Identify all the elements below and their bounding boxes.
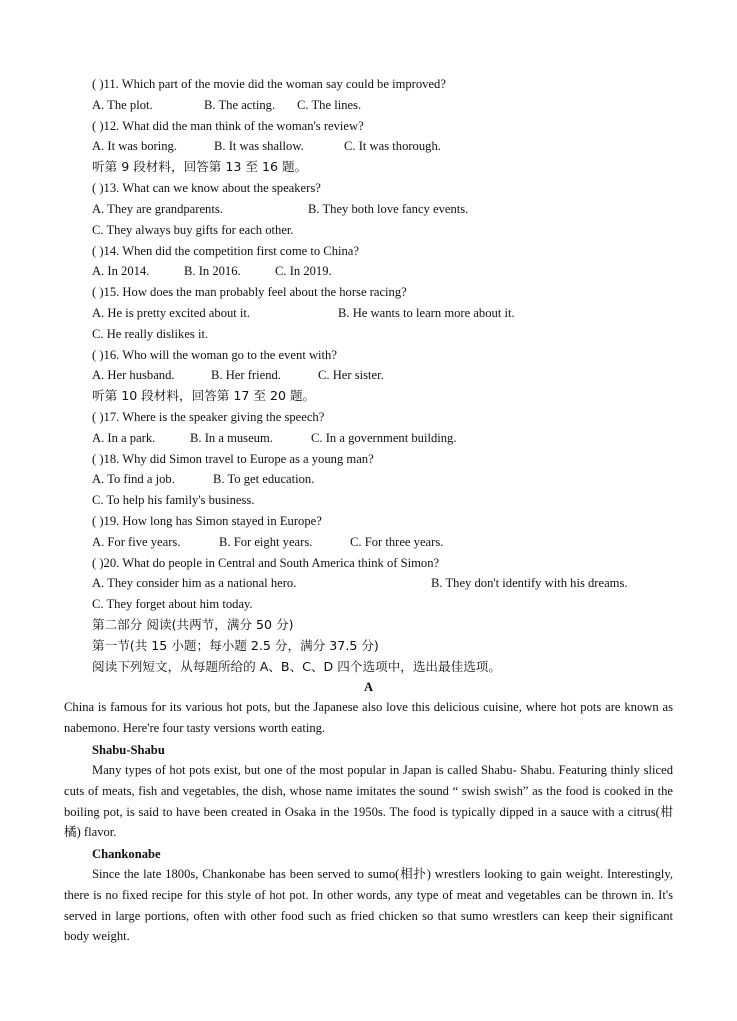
section-9-heading: 听第 9 段材料，回答第 13 至 16 题。 (92, 159, 308, 174)
section-1-heading: 第一节(共 15 小题；每小题 2.5 分，满分 37.5 分) (92, 638, 379, 653)
option-b: B. In a museum. (190, 431, 273, 445)
question-19-options (92, 534, 652, 550)
option-b: B. They both love fancy events. (308, 202, 469, 216)
option-b: B. He wants to learn more about it. (338, 306, 515, 320)
question-20-option-c: C. They forget about him today. (92, 597, 253, 611)
question-15-options (92, 305, 652, 321)
section-10-heading: 听第 10 段材料，回答第 17 至 20 题。 (92, 388, 316, 403)
option-c: C. For three years. (350, 535, 444, 549)
option-a: A. He is pretty excited about it. (92, 306, 251, 320)
question-12-options (92, 138, 652, 154)
option-c: C. The lines. (297, 98, 362, 112)
question-20-options (92, 575, 672, 591)
option-b: B. Her friend. (211, 368, 281, 382)
option-a: A. They are grandparents. (92, 202, 223, 216)
passage-intro-text: China is famous for its various hot pots, but the Japanese also love this delicious cuisine, where hot pots are known as nabemono. Here're four tasty versions worth eating. (64, 700, 673, 735)
option-a: A. They consider him as a national hero. (92, 576, 297, 590)
question-16-stem: ( )16. Who will the woman go to the event with? (92, 348, 337, 362)
heading-shabu-shabu: Shabu-Shabu (92, 743, 165, 757)
question-18-option-c: C. To help his family's business. (92, 493, 255, 507)
question-13-stem: ( )13. What can we know about the speakers? (92, 181, 321, 195)
passage-intro (64, 697, 673, 739)
option-a: A. To find a job. (92, 472, 175, 486)
paragraph-chankonabe-text: Since the late 1800s, Chankonabe has been served to sumo(相扑) wrestlers looking to gain weight. Interestingly, there is no fixed recipe for this style of hot pot. In other words, any type of meat and vegetables can be thrown in. It's served in large portions, often with other food such as fried chicken so that sumo wrestlers can keep their significant body weight. (64, 867, 673, 944)
option-a: A. In a park. (92, 431, 156, 445)
question-13-options (92, 201, 652, 217)
option-a: A. For five years. (92, 535, 181, 549)
option-b: B. In 2016. (184, 264, 241, 278)
option-a: A. Her husband. (92, 368, 175, 382)
option-a: A. It was boring. (92, 139, 177, 153)
question-16-options (92, 367, 652, 383)
option-c: C. In a government building. (311, 431, 457, 445)
paragraph-shabu-shabu-text: Many types of hot pots exist, but one of the most popular in Japan is called Shabu- Shabu. Featuring thinly sliced cuts of meats, fish and vegetables, the dish, whose name imitates the sound “ swish swish” as the food is cooked in the boiling pot, is said to have been created in Osaka in the 1950s. The food is typically dipped in a sauce with a citrus(柑橘) flavor. (64, 763, 673, 840)
question-14-options (92, 263, 652, 279)
question-13-option-c: C. They always buy gifts for each other. (92, 223, 294, 237)
part-2-heading: 第二部分 阅读(共两节，满分 50 分) (92, 617, 294, 632)
option-c: C. It was thorough. (344, 139, 441, 153)
option-b: B. They don't identify with his dreams. (431, 576, 628, 590)
reading-instruction: 阅读下列短文，从每题所给的 A、B、C、D 四个选项中，选出最佳选项。 (92, 659, 501, 674)
option-a: A. The plot. (92, 98, 153, 112)
passage-letter: A (363, 680, 374, 694)
question-18-options (92, 471, 652, 487)
option-c: C. Her sister. (318, 368, 384, 382)
paragraph-shabu-shabu (64, 760, 673, 843)
option-a: A. In 2014. (92, 264, 150, 278)
question-19-stem: ( )19. How long has Simon stayed in Europe? (92, 514, 322, 528)
question-18-stem: ( )18. Why did Simon travel to Europe as a young man? (92, 452, 374, 466)
question-17-stem: ( )17. Where is the speaker giving the speech? (92, 410, 325, 424)
question-20-stem: ( )20. What do people in Central and South America think of Simon? (92, 556, 440, 570)
question-12-stem: ( )12. What did the man think of the woman's review? (92, 119, 364, 133)
option-b: B. For eight years. (219, 535, 313, 549)
option-b: B. It was shallow. (214, 139, 304, 153)
question-17-options (92, 430, 652, 446)
question-11-options (92, 97, 652, 113)
question-15-option-c: C. He really dislikes it. (92, 327, 209, 341)
heading-chankonabe: Chankonabe (92, 847, 161, 861)
question-14-stem: ( )14. When did the competition first come to China? (92, 244, 359, 258)
option-c: C. In 2019. (275, 264, 332, 278)
paragraph-chankonabe (64, 864, 673, 947)
option-b: B. The acting. (204, 98, 276, 112)
question-15-stem: ( )15. How does the man probably feel about the horse racing? (92, 285, 407, 299)
option-b: B. To get education. (213, 472, 315, 486)
question-11-stem: ( )11. Which part of the movie did the woman say could be improved? (92, 77, 446, 91)
